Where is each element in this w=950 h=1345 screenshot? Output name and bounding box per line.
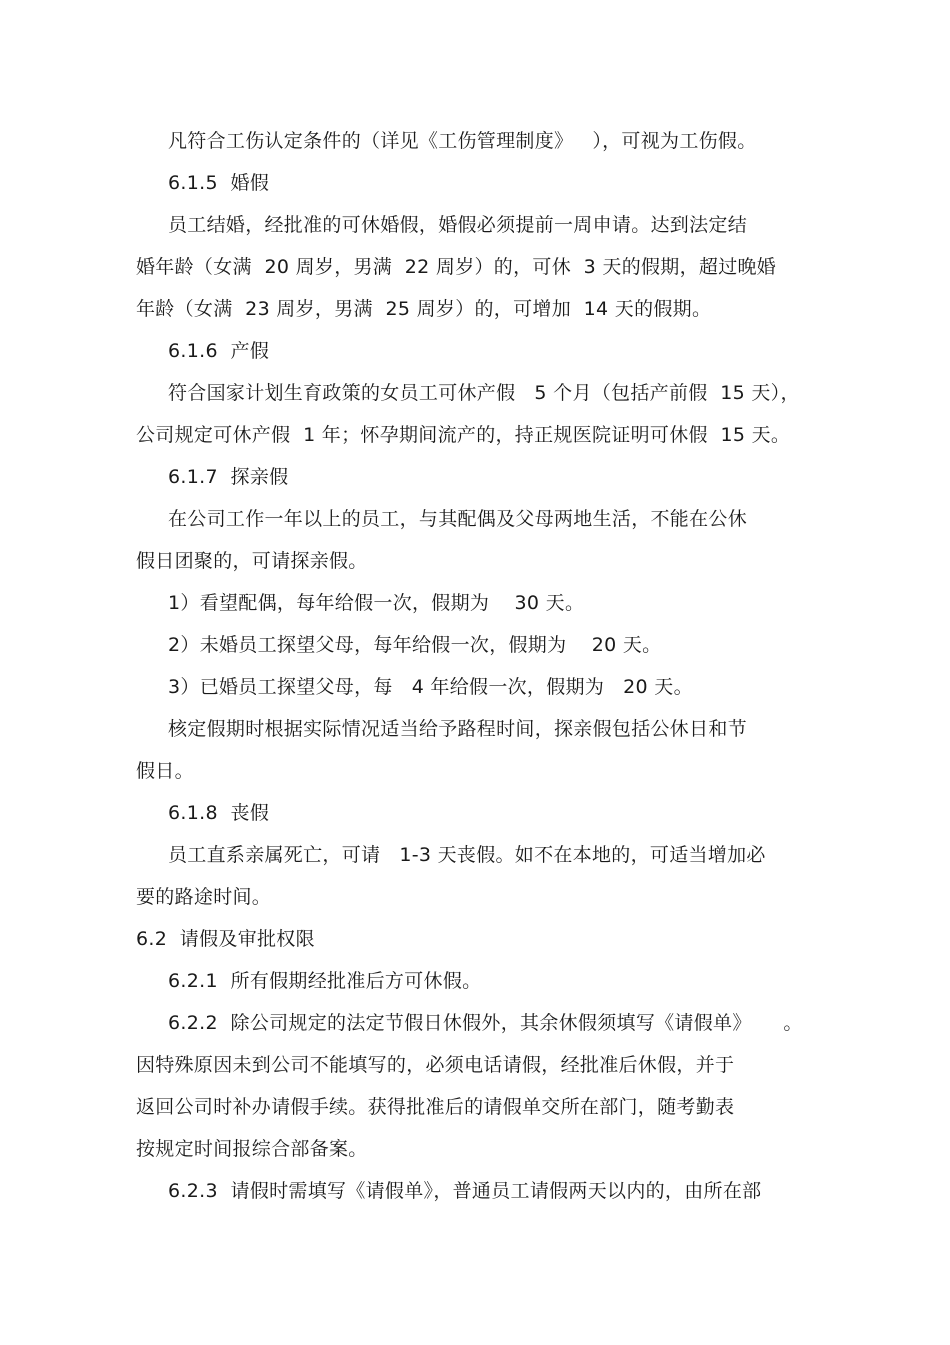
list-item: 3）已婚员工探望父母，每 4 年给假一次，假期为 20 天。 (168, 676, 693, 698)
section-heading: 6.1.6 产假 (168, 340, 270, 362)
list-item: 2）未婚员工探望父母，每年给假一次，假期为 20 天。 (168, 634, 662, 656)
paragraph-line: 假日。 (136, 760, 194, 782)
paragraph-line: 假日团聚的，可请探亲假。 (136, 550, 368, 572)
paragraph-line: 在公司工作一年以上的员工，与其配偶及父母两地生活，不能在公休 (168, 508, 748, 530)
section-heading: 6.2 请假及审批权限 (136, 928, 315, 950)
paragraph-line: 6.2.1 所有假期经批准后方可休假。 (168, 970, 482, 992)
paragraph-line: 凡符合工伤认定条件的（详见《工伤管理制度》 ），可视为工伤假。 (168, 130, 757, 152)
paragraph-line: 年龄（女满 23 周岁，男满 25 周岁）的，可增加 14 天的假期。 (136, 298, 712, 320)
paragraph-line: 员工结婚，经批准的可休婚假，婚假必须提前一周申请。达到法定结 (168, 214, 748, 236)
paragraph-line: 员工直系亲属死亡，可请 1-3 天丧假。如不在本地的，可适当增加必 (168, 844, 766, 866)
paragraph-line: 返回公司时补办请假手续。获得批准后的请假单交所在部门，随考勤表 (136, 1096, 735, 1118)
paragraph-line: 因特殊原因未到公司不能填写的，必须电话请假，经批准后休假，并于 (136, 1054, 735, 1076)
list-item: 1）看望配偶，每年给假一次，假期为 30 天。 (168, 592, 585, 614)
paragraph-line: 要的路途时间。 (136, 886, 272, 908)
paragraph-line: 按规定时间报综合部备案。 (136, 1138, 368, 1160)
paragraph-line: 核定假期时根据实际情况适当给予路程时间，探亲假包括公休日和节 (168, 718, 748, 740)
paragraph-line: 6.2.3 请假时需填写《请假单》，普通员工请假两天以内的，由所在部 (168, 1180, 762, 1202)
section-heading: 6.1.5 婚假 (168, 172, 270, 194)
paragraph-line: 公司规定可休产假 1 年；怀孕期间流产的，持正规医院证明可休假 15 天。 (136, 424, 791, 446)
paragraph-line: 婚年龄（女满 20 周岁，男满 22 周岁）的，可休 3 天的假期，超过晚婚 (136, 256, 777, 278)
paragraph-line: 6.2.2 除公司规定的法定节假日休假外，其余休假须填写《请假单》 。 (168, 1012, 803, 1034)
section-heading: 6.1.7 探亲假 (168, 466, 289, 488)
paragraph-line: 符合国家计划生育政策的女员工可休产假 5 个月（包括产前假 15 天）， (168, 382, 800, 404)
section-heading: 6.1.8 丧假 (168, 802, 270, 824)
